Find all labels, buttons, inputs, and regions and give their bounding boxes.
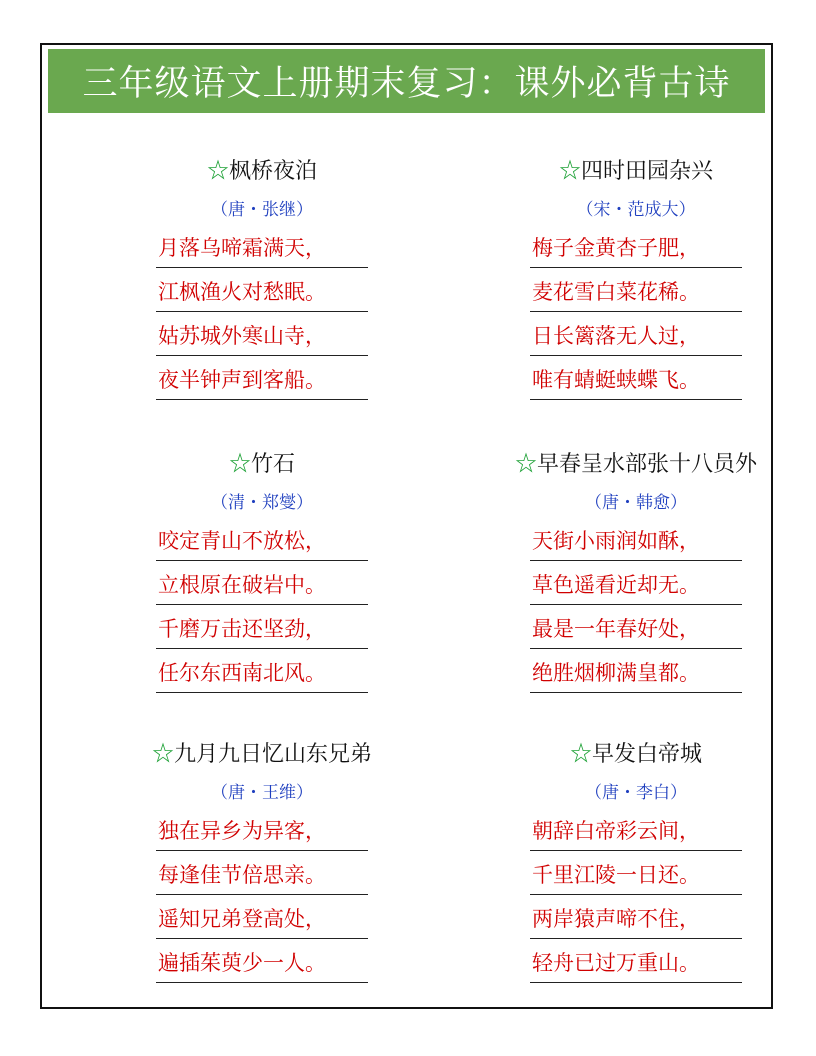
poem-title	[97, 449, 427, 481]
poem-title-text: 九月九日忆山东兄弟	[174, 742, 373, 767]
poem-line: 遥知兄弟登高处，	[156, 901, 368, 939]
poem-author: （唐・王维）	[211, 783, 313, 803]
poem-card	[97, 449, 427, 693]
poem-title	[471, 449, 801, 481]
poem-author: （唐・韩愈）	[585, 493, 687, 513]
poem-title-text: 枫桥夜泊	[229, 159, 318, 184]
poem-line: 遍插茱萸少一人。	[156, 945, 368, 983]
poem-line: 咬定青山不放松，	[156, 523, 368, 561]
poem-line: 独在异乡为异客，	[156, 813, 368, 851]
poem-lines	[471, 523, 801, 693]
page-frame	[40, 43, 773, 1009]
poem-title	[97, 739, 427, 771]
poem-line: 夜半钟声到客船。	[156, 362, 368, 400]
poem-title	[471, 739, 801, 771]
poem-lines	[97, 813, 427, 983]
poem-line: 两岸猿声啼不住，	[530, 901, 742, 939]
poem-line: 草色遥看近却无。	[530, 567, 742, 605]
poem-line: 最是一年春好处，	[530, 611, 742, 649]
poem-author: （唐・李白）	[585, 783, 687, 803]
poem-line: 每逢佳节倍思亲。	[156, 857, 368, 895]
poem-card	[97, 739, 427, 983]
poem-line: 轻舟已过万重山。	[530, 945, 742, 983]
poem-line: 朝辞白帝彩云间，	[530, 813, 742, 851]
star-icon: ☆	[228, 452, 251, 477]
poem-line: 立根原在破岩中。	[156, 567, 368, 605]
poem-author: （唐・张继）	[211, 200, 313, 220]
poem-line: 麦花雪白菜花稀。	[530, 274, 742, 312]
star-icon: ☆	[151, 742, 174, 767]
page-title: 三年级语文上册期末复习：课外必背古诗	[48, 49, 765, 113]
poem-lines	[471, 230, 801, 400]
poem-line: 唯有蜻蜓蛱蝶飞。	[530, 362, 742, 400]
poem-author: （宋・范成大）	[576, 200, 696, 220]
poem-line: 梅子金黄杏子肥，	[530, 230, 742, 268]
star-icon: ☆	[558, 159, 581, 184]
star-icon: ☆	[514, 452, 537, 477]
poem-title-text: 竹石	[251, 452, 296, 477]
poem-author: （清・郑燮）	[211, 493, 313, 513]
poem-title-text: 早发白帝城	[592, 742, 703, 767]
poem-title	[97, 156, 427, 188]
poem-card	[471, 739, 801, 983]
poem-title-text: 四时田园杂兴	[581, 159, 714, 184]
poem-line: 千里江陵一日还。	[530, 857, 742, 895]
poem-line: 江枫渔火对愁眠。	[156, 274, 368, 312]
poem-line: 日长篱落无人过，	[530, 318, 742, 356]
star-icon: ☆	[206, 159, 229, 184]
poem-line: 天街小雨润如酥，	[530, 523, 742, 561]
poem-line: 任尔东西南北风。	[156, 655, 368, 693]
poem-lines	[471, 813, 801, 983]
star-icon: ☆	[569, 742, 592, 767]
poem-title-text: 早春呈水部张十八员外	[537, 452, 758, 477]
poem-line: 绝胜烟柳满皇都。	[530, 655, 742, 693]
poem-title	[471, 156, 801, 188]
poem-line: 姑苏城外寒山寺，	[156, 318, 368, 356]
poem-card	[471, 449, 801, 693]
poem-card	[97, 156, 427, 400]
poem-card	[471, 156, 801, 400]
poem-lines	[97, 230, 427, 400]
poem-line: 千磨万击还坚劲，	[156, 611, 368, 649]
poem-lines	[97, 523, 427, 693]
poem-line: 月落乌啼霜满天，	[156, 230, 368, 268]
